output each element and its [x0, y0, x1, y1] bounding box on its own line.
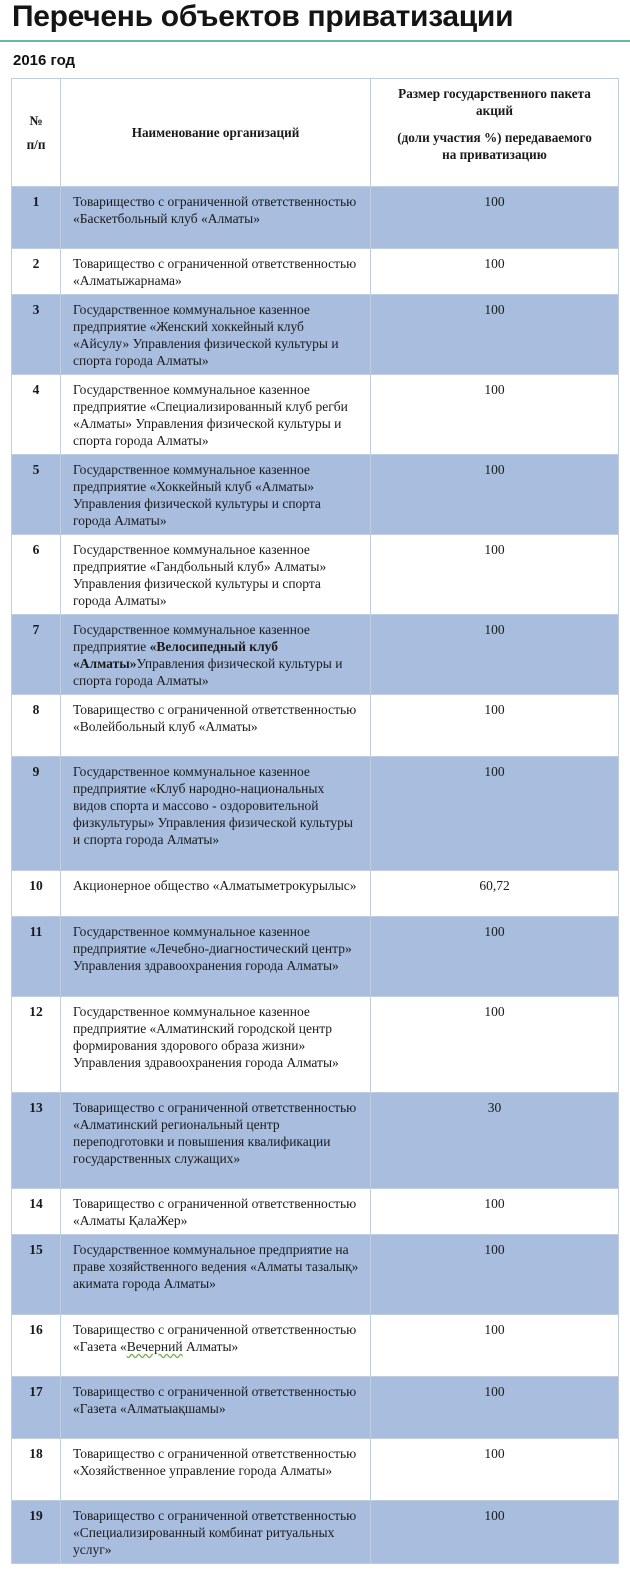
row-value: 100: [371, 757, 619, 871]
row-name: Государственное коммунальное предприятие на праве хозяйственного ведения «Алматы тазалық» акимата города Алматы»: [61, 1235, 371, 1315]
table-row: [12, 757, 619, 871]
table-row: [12, 695, 619, 757]
row-name: Государственное коммунальное казенное предприятие «Специализированный клуб регби «Алматы» Управления физической культуры и спорта города Алматы»: [61, 375, 371, 455]
row-value: 100: [371, 615, 619, 695]
row-name: [61, 1315, 371, 1377]
row-num: 15: [12, 1235, 61, 1315]
row-num: 6: [12, 535, 61, 615]
row-value: 100: [371, 535, 619, 615]
row-name: Государственное коммунальное казенное предприятие «Клуб народно-национальных видов спорта и массово - оздоровительной физкультуры» Управления физической культуры и спорта города Алматы»: [61, 757, 371, 871]
row-name: Государственное коммунальное казенное предприятие «Женский хоккейный клуб «Айсулу» Управления физической культуры и спорта города Алматы»: [61, 295, 371, 375]
table-row: [12, 1377, 619, 1439]
row-value: 100: [371, 295, 619, 375]
row-value: 30: [371, 1093, 619, 1189]
title-divider: [0, 40, 630, 42]
row-value: 100: [371, 1315, 619, 1377]
header-stake-part1: Размер государственного пакета акций: [398, 86, 591, 118]
row-value: 100: [371, 1501, 619, 1564]
row-name: Государственное коммунальное казенное предприятие «Лечебно-диагностический центр» Управления здравоохранения города Алматы»: [61, 917, 371, 997]
row-num: 10: [12, 871, 61, 917]
table-row: [12, 295, 619, 375]
row-num: 11: [12, 917, 61, 997]
row-num: 5: [12, 455, 61, 535]
table-row: [12, 187, 619, 249]
row-name-suffix: Алматы»: [182, 1339, 239, 1354]
row-name-bold: «Велосипедный клуб «Алматы»: [73, 639, 278, 671]
table-row: [12, 871, 619, 917]
row-name: Товарищество с ограниченной ответственностью «Баскетбольный клуб «Алматы»: [61, 187, 371, 249]
header-stake-part2: (доли участия %) передаваемого на приватизацию: [397, 130, 592, 162]
row-num: 7: [12, 615, 61, 695]
row-num: 19: [12, 1501, 61, 1564]
table-row: [12, 1501, 619, 1564]
row-num: 12: [12, 997, 61, 1093]
row-name: Товарищество с ограниченной ответственностью «Волейбольный клуб «Алматы»: [61, 695, 371, 757]
table-row: [12, 917, 619, 997]
table-row: [12, 249, 619, 295]
row-value: 100: [371, 917, 619, 997]
row-name: Товарищество с ограниченной ответственностью «Алматыжарнама»: [61, 249, 371, 295]
header-name: Наименование организаций: [61, 79, 371, 187]
table-row: [12, 615, 619, 695]
row-name: Государственное коммунальное казенное предприятие «Гандбольный клуб» Алматы» Управления физической культуры и спорта города Алматы»: [61, 535, 371, 615]
row-name-underlined: Вечерний: [126, 1339, 183, 1354]
table-row: [12, 1093, 619, 1189]
row-value: 100: [371, 1235, 619, 1315]
row-name-suffix: Управления физической культуры и спорта города Алматы»: [73, 656, 343, 688]
header-stake: [371, 79, 619, 187]
page-title: Перечень объектов приватизации: [12, 0, 514, 33]
row-value: 100: [371, 187, 619, 249]
row-num: 9: [12, 757, 61, 871]
table-row: [12, 1439, 619, 1501]
row-value: 100: [371, 455, 619, 535]
header-num-line1: №: [29, 112, 43, 128]
row-value: 100: [371, 1189, 619, 1235]
row-name: Товарищество с ограниченной ответственностью «Хозяйственное управление города Алматы»: [61, 1439, 371, 1501]
header-num-line2: п/п: [26, 136, 46, 152]
table-row: [12, 1235, 619, 1315]
row-num: 1: [12, 187, 61, 249]
table-row: [12, 455, 619, 535]
table-row: [12, 535, 619, 615]
row-value: 100: [371, 249, 619, 295]
row-name: Акционерное общество «Алматыметрокурылыс»: [61, 871, 371, 917]
row-name: Товарищество с ограниченной ответственностью «Алматы ҚалаЖер»: [61, 1189, 371, 1235]
row-num: 17: [12, 1377, 61, 1439]
table-row: [12, 1315, 619, 1377]
row-name: [61, 615, 371, 695]
header-num: [12, 79, 61, 187]
row-name-prefix: Государственное коммунальное казенное предприятие: [73, 622, 310, 654]
table-row: [12, 375, 619, 455]
row-value: 100: [371, 1377, 619, 1439]
row-value: 100: [371, 695, 619, 757]
row-num: 4: [12, 375, 61, 455]
row-num: 3: [12, 295, 61, 375]
row-name: Товарищество с ограниченной ответственностью «Специализированный комбинат ритуальных услуг»: [61, 1501, 371, 1564]
table-header-row: [12, 79, 619, 187]
table-row: [12, 997, 619, 1093]
row-name: Государственное коммунальное казенное предприятие «Хоккейный клуб «Алматы» Управления физической культуры и спорта города Алматы»: [61, 455, 371, 535]
row-name-prefix: Товарищество с ограниченной ответственностью «Газета «: [73, 1322, 357, 1354]
row-value: 100: [371, 997, 619, 1093]
row-num: 8: [12, 695, 61, 757]
privatization-table: [11, 78, 619, 1564]
year-label: 2016 год: [13, 52, 76, 69]
row-name: Товарищество с ограниченной ответственностью «Алматинский региональный центр переподготовки и повышения квалификации государственных служащих»: [61, 1093, 371, 1189]
row-value: 60,72: [371, 871, 619, 917]
row-value: 100: [371, 375, 619, 455]
row-num: 16: [12, 1315, 61, 1377]
row-name: Товарищество с ограниченной ответственностью «Газета «Алматыақшамы»: [61, 1377, 371, 1439]
row-num: 18: [12, 1439, 61, 1501]
row-num: 14: [12, 1189, 61, 1235]
row-num: 2: [12, 249, 61, 295]
row-num: 13: [12, 1093, 61, 1189]
row-name: Государственное коммунальное казенное предприятие «Алматинский городской центр формирования здорового образа жизни» Управления здравоохранения города Алматы»: [61, 997, 371, 1093]
table-row: [12, 1189, 619, 1235]
row-value: 100: [371, 1439, 619, 1501]
